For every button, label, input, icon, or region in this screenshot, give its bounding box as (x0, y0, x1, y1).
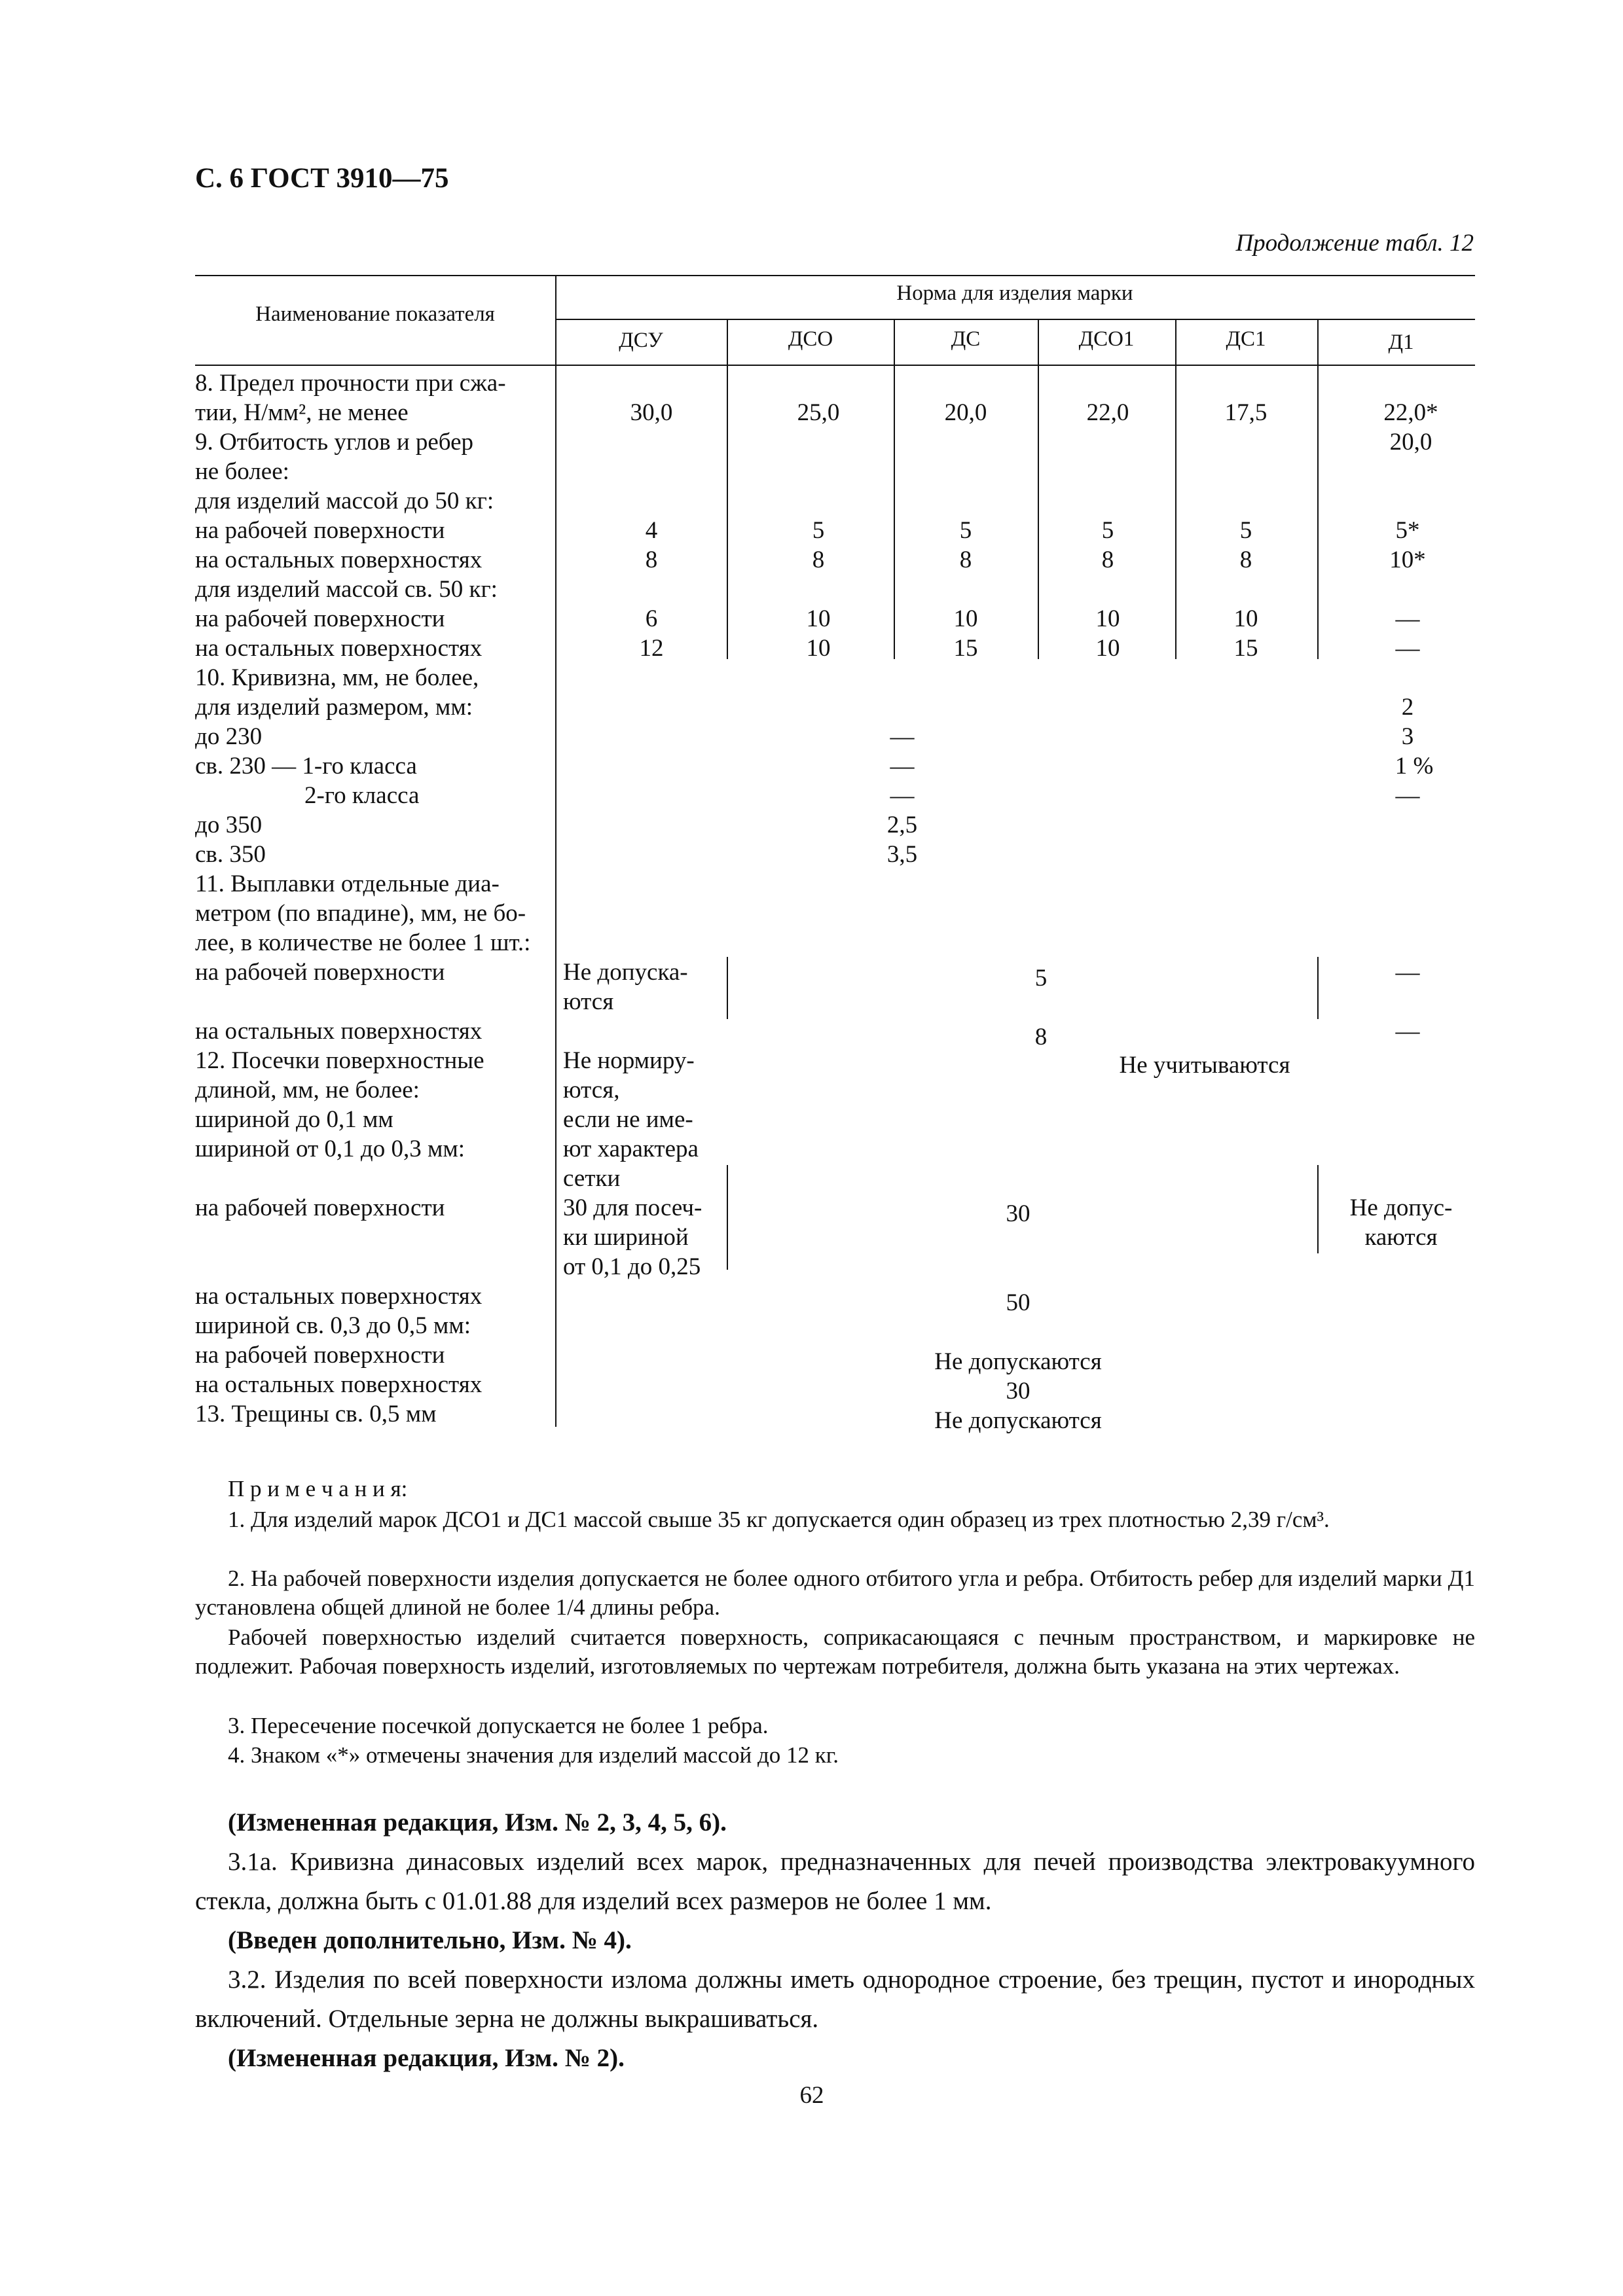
row9-b1-ds: 10 (953, 605, 978, 632)
row9-label-4: для изделий массой св. 50 кг: (195, 576, 498, 603)
col-header-dsu: ДСУ (619, 329, 663, 352)
row9-a1-ds: 5 (959, 517, 972, 544)
row9-a2-dso: 8 (812, 547, 825, 573)
row9-d1-header: 20,0 (1389, 429, 1432, 456)
row13-mid: Не допускаются (934, 1407, 1102, 1434)
row11-label-1: 11. Выплавки отдельные диа- (195, 870, 500, 897)
row12-mid-1: Не учитываются (1119, 1052, 1290, 1079)
col-divider-4 (1175, 319, 1176, 365)
col-header-name: Наименование показателя (255, 302, 495, 326)
clause-3-1a: 3.1а. Кривизна динасовых изделий всех марок, предназначенных для печей производства электровакуумного стекла, должна быть с 01.01.88 для изделий всех размеров не более 1 мм. (195, 1848, 1475, 1915)
col-divider-1-body-a (727, 365, 728, 659)
col-header-dso: ДСО (788, 327, 833, 351)
note-2b: Рабочей поверхностью изделий считается поверхность, соприкасающаяся с печным пространством, и маркировке не подлежит. Рабочая поверхность изделий, изготовляемых по чертежам потребителя, должна быть указана на этих чертежах. (195, 1624, 1475, 1679)
row10-size-2-mid: — (890, 753, 915, 780)
col-divider-1 (727, 319, 728, 365)
row9-a1-dso: 5 (812, 517, 825, 544)
row8-d1: 22,0* (1383, 399, 1438, 426)
row9-a2-dso1: 8 (1101, 547, 1114, 573)
row11-a-dsu: Не допуска- ются (563, 959, 688, 1015)
col-divider-2-body (894, 365, 895, 659)
row8-label-2: тии, Н/мм², не менее (195, 399, 409, 426)
row9-b2-dsu: 12 (639, 635, 664, 662)
col-divider-5-body-a (1317, 365, 1319, 659)
row9-b1-dso1: 10 (1095, 605, 1120, 632)
row12-label-3: шириной до 0,1 мм (195, 1106, 393, 1133)
row10-size-1-d1: 3 (1401, 723, 1414, 750)
row12-dsu-1: Не нормиру- ются, если не име- ют характера сетки (563, 1047, 699, 1192)
row12-label-5: шириной св. 0,3 до 0,5 мм: (195, 1312, 471, 1339)
row12-d1-2: Не допус- каются (1349, 1194, 1453, 1251)
row9-a2-ds: 8 (959, 547, 972, 573)
notes-title: П р и м е ч а н и я: (228, 1476, 408, 1501)
row12-dsu-2: 30 для посеч- ки шириной от 0,1 до 0,25 (563, 1194, 702, 1280)
row8-dso: 25,0 (797, 399, 840, 426)
col-divider-2 (894, 319, 895, 365)
row9-b1-d1: — (1395, 605, 1420, 632)
row10-size-5-mid: 3,5 (886, 841, 918, 868)
row9-a1-ds1: 5 (1239, 517, 1252, 544)
note-2: 2. На рабочей поверхности изделия допускается не более одного отбитого угла и ребра. Отбитость ребер для изделий марки Д1 установлена общей длиной не более 1/4 длины ребра. (195, 1566, 1475, 1620)
row9-b2-label: на остальных поверхностях (195, 635, 483, 662)
row12-mid-3: 50 (1006, 1289, 1030, 1316)
note-4: 4. Знаком «*» отмечены значения для изделий массой до 12 кг. (228, 1742, 839, 1768)
page-number: 62 (799, 2082, 824, 2109)
amendment-note-3: (Измененная редакция, Изм. № 2). (228, 2044, 625, 2072)
table-header-rule (195, 365, 1475, 366)
row10-label-2: для изделий размером, мм: (195, 694, 473, 721)
row10-size-4-mid: 2,5 (886, 812, 918, 838)
row11-b-mid: 8 (1034, 1024, 1048, 1050)
row9-a1-dso1: 5 (1101, 517, 1114, 544)
row10-size-3-mid: — (890, 782, 915, 809)
table-continuation-label: Продолжение табл. 12 (1235, 230, 1474, 257)
row12-label-1: 12. Посечки поверхностные (195, 1047, 484, 1074)
col-divider-5-body-c (1317, 1165, 1319, 1253)
note-1: 1. Для изделий марок ДСО1 и ДС1 массой свыше 35 кг допускается один образец из трех плотностью 2,39 г/см³. (228, 1507, 1330, 1532)
col-divider-5 (1317, 319, 1319, 365)
row12-a-label: на рабочей поверхности (195, 1194, 445, 1221)
col-header-ds: ДС (951, 327, 981, 351)
row9-b1-label: на рабочей поверхности (195, 605, 445, 632)
col-divider-3 (1038, 319, 1039, 365)
row12-mid-5: 30 (1006, 1378, 1030, 1405)
row12-d-label: на остальных поверхностях (195, 1371, 483, 1398)
amendment-note-2: (Введен дополнительно, Изм. № 4). (228, 1926, 632, 1954)
row9-a1-d1: 5* (1395, 517, 1420, 544)
row8-ds1: 17,5 (1224, 399, 1267, 426)
row8-ds: 20,0 (944, 399, 987, 426)
row9-b2-dso1: 10 (1095, 635, 1120, 662)
col-header-dso1: ДСО1 (1078, 327, 1135, 351)
amendment-note-1: (Измененная редакция, Изм. № 2, 3, 4, 5, 6). (228, 1808, 727, 1837)
row11-a-label: на рабочей поверхности (195, 959, 445, 986)
row9-a1-dsu: 4 (645, 517, 658, 544)
row12-label-4: шириной от 0,1 до 0,3 мм: (195, 1136, 465, 1162)
row11-a-d1: — (1395, 959, 1420, 986)
row10-d1-a: 2 (1401, 694, 1414, 721)
row11-b-label: на остальных поверхностях (195, 1018, 483, 1045)
row10-size-3-d1: — (1395, 782, 1420, 809)
row10-size-4: до 350 (195, 812, 263, 838)
col-group-header: Норма для изделия марки (896, 281, 1133, 305)
row11-b-d1: — (1395, 1018, 1420, 1045)
row12-label-2: длиной, мм, не более: (195, 1077, 420, 1103)
row11-label-3: лее, в количестве не более 1 шт.: (195, 929, 531, 956)
row9-a1-label: на рабочей поверхности (195, 517, 445, 544)
page-header: С. 6 ГОСТ 3910—75 (195, 163, 449, 194)
col-divider-4-body (1175, 365, 1176, 659)
row9-b2-ds1: 15 (1233, 635, 1258, 662)
row11-a-mid: 5 (1034, 965, 1048, 992)
row13-label: 13. Трещины св. 0,5 мм (195, 1401, 437, 1427)
col-divider-1-body-c (727, 1165, 728, 1270)
row10-size-3: 2-го класса (304, 782, 420, 809)
table-group-rule (555, 319, 1475, 320)
table-top-rule (195, 275, 1475, 276)
row10-label-1: 10. Кривизна, мм, не более, (195, 664, 479, 691)
col-header-d1: Д1 (1388, 331, 1414, 354)
row9-b1-dsu: 6 (645, 605, 658, 632)
table-divider-name (555, 275, 556, 1427)
row9-label-3: для изделий массой до 50 кг: (195, 488, 494, 514)
row10-size-1: до 230 (195, 723, 263, 750)
row10-size-2-d1: 1 % (1395, 753, 1434, 780)
row12-mid-4: Не допускаются (934, 1348, 1102, 1375)
note-3: 3. Пересечение посечкой допускается не более 1 ребра. (228, 1713, 769, 1738)
row9-b2-dso: 10 (806, 635, 831, 662)
row12-mid-2: 30 (1006, 1200, 1030, 1227)
col-divider-3-body (1038, 365, 1039, 659)
col-header-ds1: ДС1 (1226, 327, 1266, 351)
row8-dso1: 22,0 (1086, 399, 1129, 426)
row9-label-2: не более: (195, 458, 289, 485)
row9-b1-dso: 10 (806, 605, 831, 632)
clause-3-2: 3.2. Изделия по всей поверхности излома должны иметь однородное строение, без трещин, пустот и инородных включений. Отдельные зерна не должны выкрашиваться. (195, 1965, 1475, 2033)
row9-b2-ds: 15 (953, 635, 978, 662)
row12-b-label: на остальных поверхностях (195, 1283, 483, 1310)
row9-a2-dsu: 8 (645, 547, 658, 573)
row8-dsu: 30,0 (630, 399, 673, 426)
row9-a2-label: на остальных поверхностях (195, 547, 483, 573)
row9-a2-ds1: 8 (1239, 547, 1252, 573)
row10-size-2: св. 230 — 1-го класса (195, 753, 417, 780)
row9-label-1: 9. Отбитость углов и ребер (195, 429, 474, 456)
row8-label-1: 8. Предел прочности при сжа- (195, 370, 506, 397)
row10-size-1-mid: — (890, 723, 915, 750)
row9-a2-d1: 10* (1389, 547, 1426, 573)
col-divider-5-body-b (1317, 957, 1319, 1019)
row9-b2-d1: — (1395, 635, 1420, 662)
col-divider-1-body-b (727, 957, 728, 1019)
row10-size-5: св. 350 (195, 841, 266, 868)
row9-b1-ds1: 10 (1233, 605, 1258, 632)
row12-c-label: на рабочей поверхности (195, 1342, 445, 1369)
row11-label-2: метром (по впадине), мм, не бо- (195, 900, 526, 927)
